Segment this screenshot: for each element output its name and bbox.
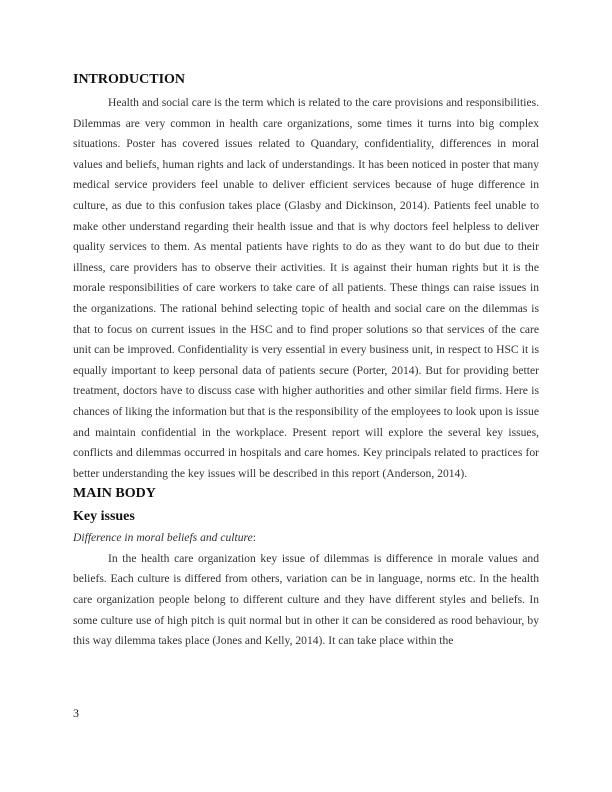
- moral-beliefs-subheading: [73, 528, 539, 549]
- key-issues-heading: Key issues: [73, 509, 135, 525]
- page-number: 3: [73, 706, 79, 720]
- introduction-paragraph: Health and social care is the term which is related to the care provisions and responsibilities. Dilemmas are very common in health care organizations, some times it turns into big complex situations. Poster has covered issues related to Quandary, confidentiality, differences in moral values and beliefs, human rights and lack of understandings. It has been noticed in poster that many medical service providers feel unable to deliver efficient services because of huge difference in culture, as due to this confusion takes place (Glasby and Dickinson, 2014). Patients feel unable to make other understand regarding their health issue and that is why doctors feel helpless to deliver quality services to them. As mental patients have rights to do as they want to do but due to their illness, care providers has to observe their activities. It is against their human rights but it is the morale responsibilities of care workers to take care of all patients. These things can raise issues in the organizations. The rational behind selecting topic of health and social care on the dilemmas is that to focus on current issues in the HSC and to find proper solutions so that services of the care unit can be improved. Confidentiality is very essential in every business unit, in respect to HSC it is equally important to keep personal data of patients secure (Porter, 2014). But for providing better treatment, doctors have to discuss case with higher authorities and other similar field firms. Here is chances of liking the information but that is the responsibility of the employees to look upon is issue and maintain confidential in the workplace. Present report will explore the several key issues, conflicts and dilemmas occurred in hospitals and care homes. Key principals related to practices for better understanding the key issues will be described in this report (Anderson, 2014).: [73, 96, 539, 480]
- page-content: [73, 70, 539, 652]
- moral-beliefs-colon: :: [252, 531, 257, 545]
- main-body-heading: MAIN BODY: [73, 486, 156, 502]
- moral-beliefs-label: Difference in moral beliefs and culture: [73, 531, 253, 545]
- moral-beliefs-paragraph: In the health care organization key issue of dilemmas is difference in morale values and beliefs. Each culture is differed from others, variation can be in language, norms etc. In the health care organization people belong to different culture and they have different styles and beliefs. In some culture use of high pitch is quit normal but in other it can be considered as rood behaviour, by this way dilemma takes place (Jones and Kelly, 2014). It can take place within the: [73, 551, 539, 648]
- introduction-heading: INTRODUCTION: [73, 72, 186, 87]
